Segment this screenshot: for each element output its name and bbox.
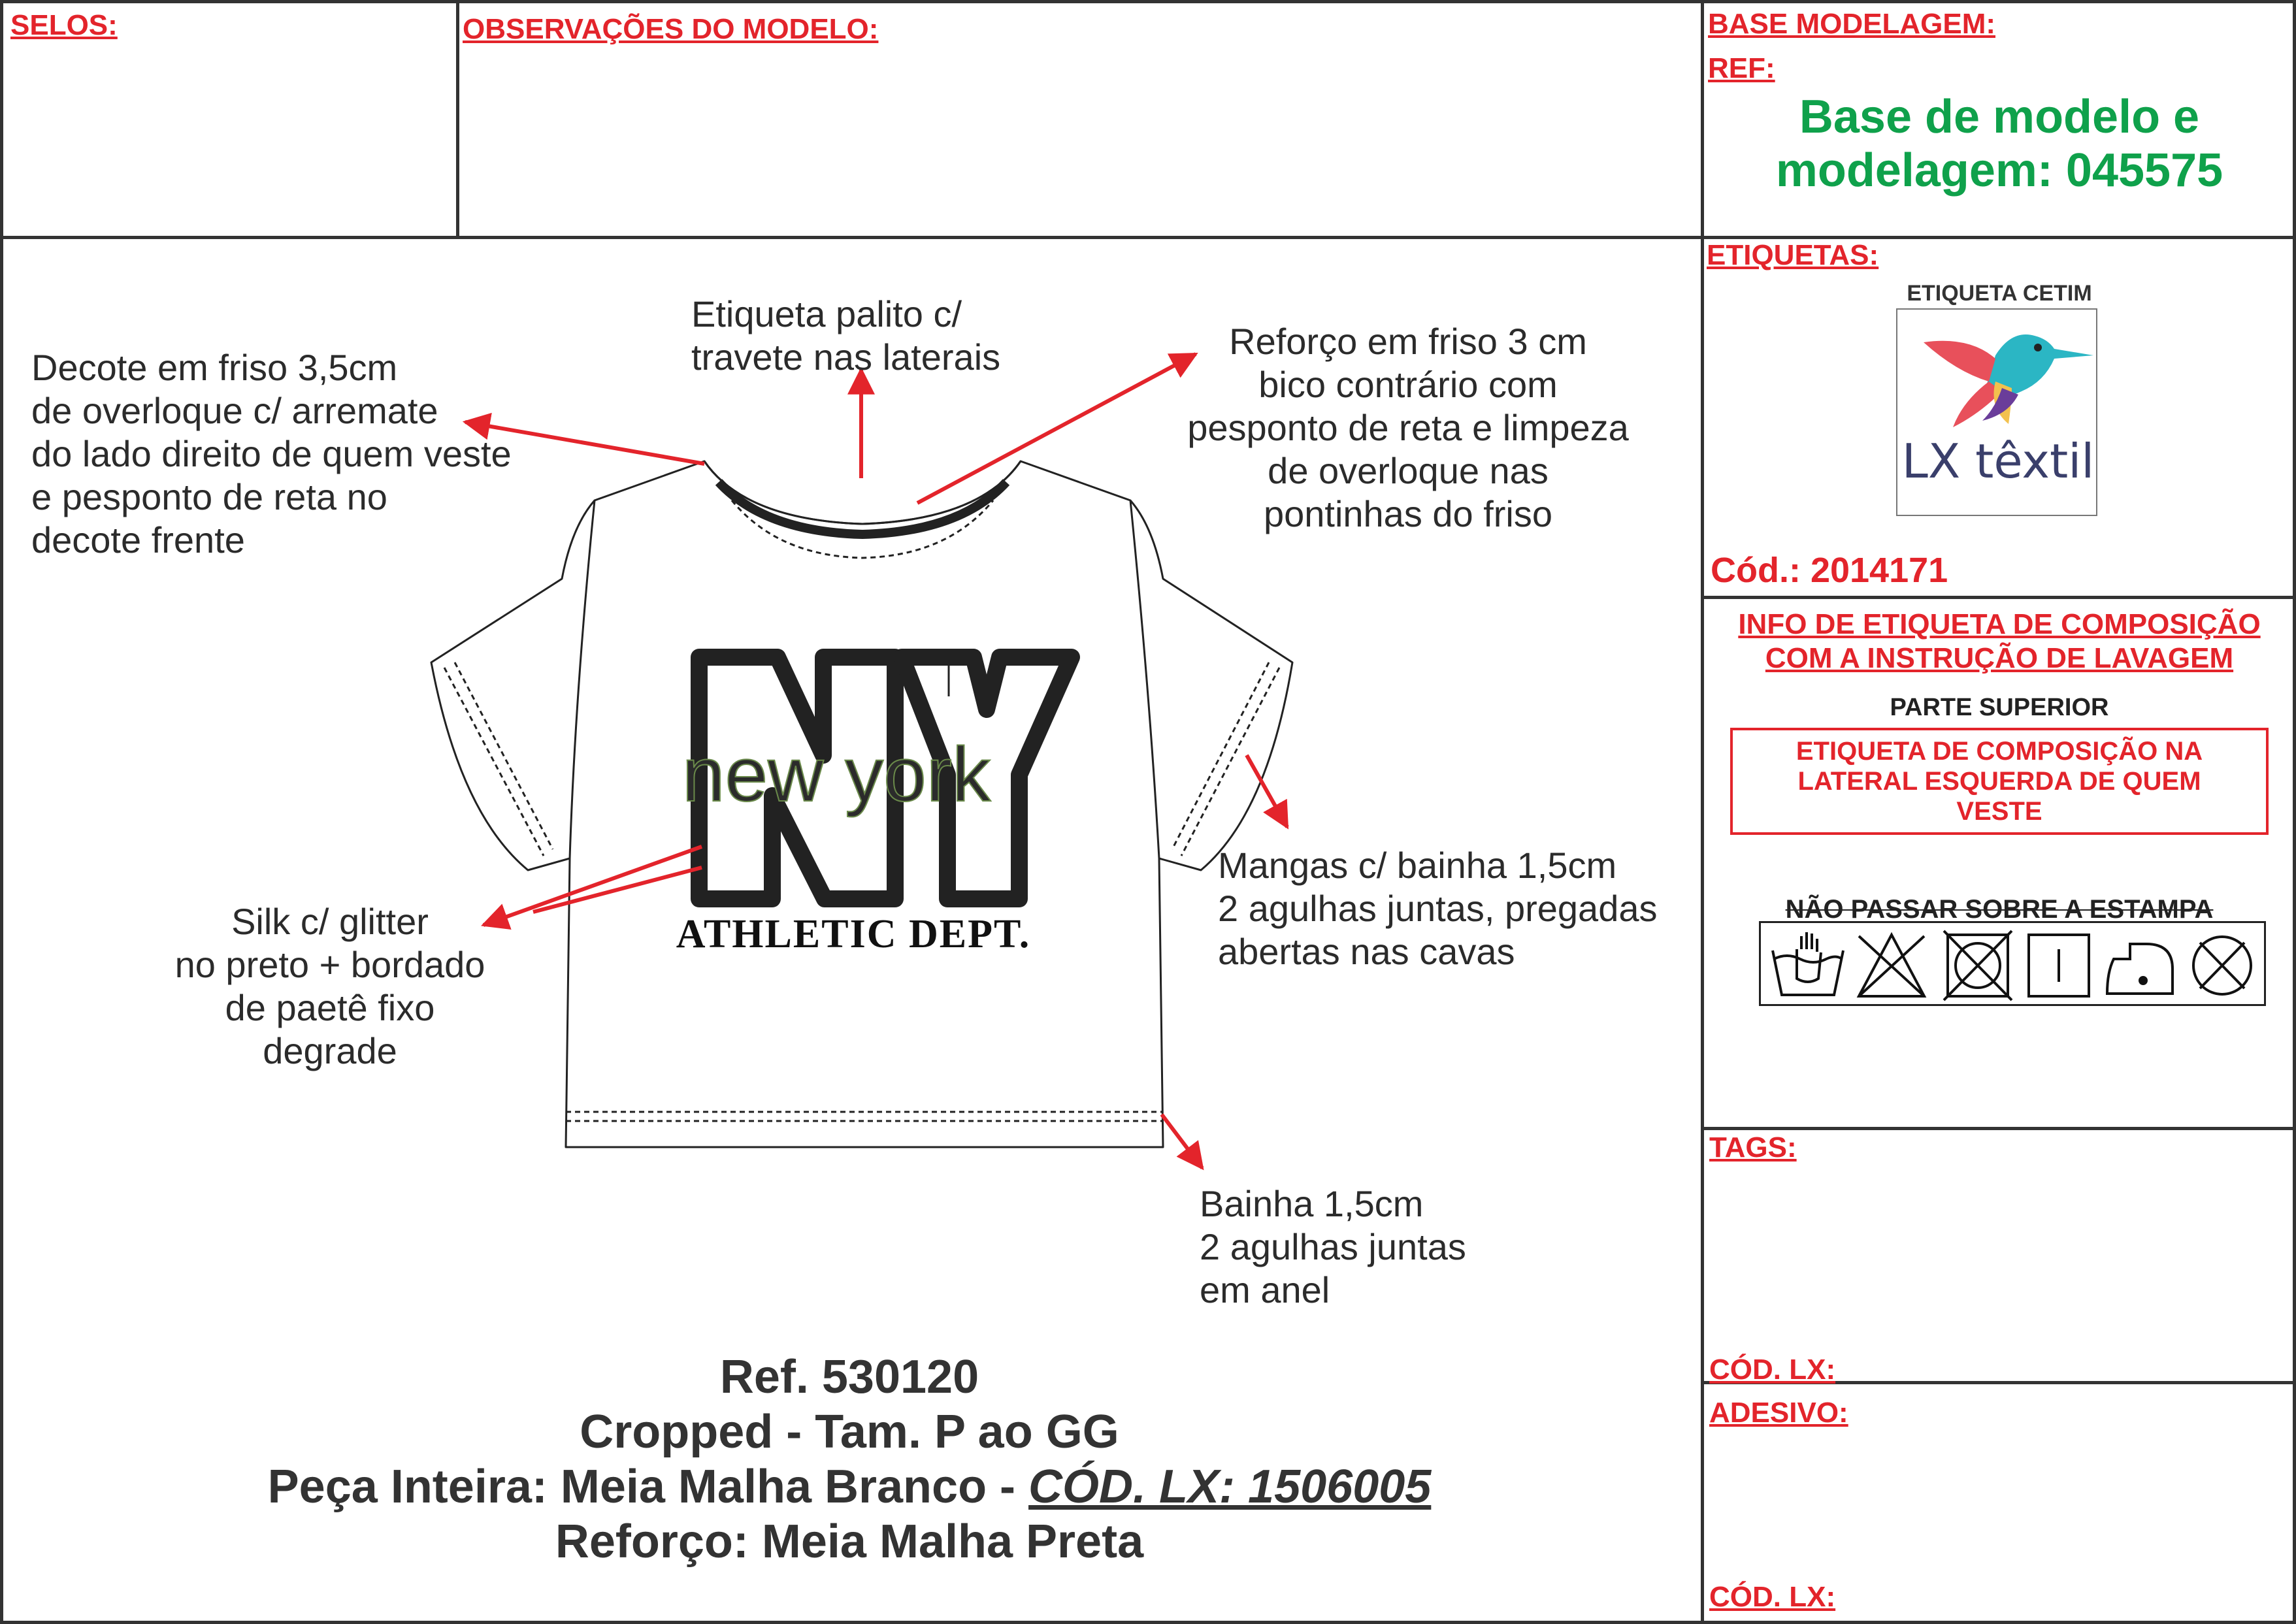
care-symbols-box: [1759, 921, 2266, 1006]
observacoes-label: OBSERVAÇÕES DO MODELO:: [463, 13, 879, 45]
selos-label: SELOS:: [10, 9, 118, 41]
composicao-position-box: [1730, 728, 2269, 835]
new-york-script: new york: [681, 732, 991, 818]
base-modelagem-label: BASE MODELAGEM:: [1708, 8, 1995, 40]
do-not-dry-clean-icon: [2193, 937, 2251, 994]
ref-label: REF:: [1708, 52, 1775, 84]
annotation-mangas: Mangas c/ bainha 1,5cm 2 agulhas juntas, pregadas abertas nas cavas: [1218, 845, 1658, 972]
annotation-bainha: Bainha 1,5cm 2 agulhas juntas em anel: [1200, 1183, 1466, 1310]
composicao-bottom-divider: [1701, 1127, 2296, 1130]
product-ref: Ref. 530120: [719, 1351, 979, 1403]
hand-wash-icon: [1773, 932, 1843, 995]
product-fabric-code: CÓD. LX: 1506005: [1028, 1461, 1432, 1513]
etiquetas-label: ETIQUETAS:: [1707, 239, 1879, 271]
product-model: Cropped - Tam. P ao GG: [580, 1406, 1119, 1458]
tags-cod-label: CÓD. LX:: [1709, 1354, 1836, 1386]
etiqueta-code: Cód.: 2014171: [1711, 551, 1948, 590]
adesivo-label: ADESIVO:: [1709, 1397, 1848, 1429]
annotation-decote: Decote em friso 3,5cm de overloque c/ arremate do lado direito de quem veste e pesponto de reta no decote frente: [31, 347, 512, 560]
composicao-position-text: ETIQUETA DE COMPOSIÇÃO NA LATERAL ESQUERDA DE QUEM VESTE: [1796, 737, 2203, 826]
athletic-dept: ATHLETIC DEPT.: [676, 912, 1031, 956]
annotation-silk: Silk c/ glitter no preto + bordado de paetê fixo degrade: [174, 901, 485, 1071]
tags-label: TAGS:: [1709, 1131, 1797, 1163]
base-value-line1: Base de modelo e: [1799, 91, 2200, 143]
composicao-title-line1: INFO DE ETIQUETA DE COMPOSIÇÃO: [1738, 608, 2261, 640]
parte-superior: PARTE SUPERIOR: [1890, 694, 2109, 721]
do-not-bleach-icon: [1859, 935, 1924, 996]
base-modelo-value: [1705, 90, 2293, 197]
adesivo-cod-label: CÓD. LX:: [1709, 1581, 1836, 1613]
do-not-tumble-dry-icon: [1944, 931, 2012, 1000]
brand-label-box: [1896, 308, 2097, 516]
composicao-title: [1705, 608, 2293, 675]
annotation-reforco: Reforço em friso 3 cm bico contrário com pesponto de reta e limpeza de overloque nas pontinhas do friso: [1187, 321, 1629, 534]
product-reforco: Reforço: Meia Malha Preta: [555, 1516, 1144, 1568]
brand-name: LX têxtil: [1901, 434, 2095, 489]
line-dry-icon: [2029, 935, 2089, 996]
iron-low-icon: [2107, 944, 2173, 994]
product-fabric: [0, 1459, 1699, 1514]
product-fabric-prefix: Peça Inteira: Meia Malha Branco -: [267, 1461, 1029, 1513]
etiquetas-bottom-divider: [1701, 596, 2296, 599]
estampa-warning: NÃO PASSAR SOBRE A ESTAMPA: [1785, 895, 2214, 924]
selos-divider: [456, 0, 459, 239]
annotation-etiqueta-palito: Etiqueta palito c/ travete nas laterais: [691, 293, 1001, 378]
composicao-title-line2: COM A INSTRUÇÃO DE LAVAGEM: [1765, 642, 2234, 674]
product-description: [0, 1350, 1699, 1569]
base-value-line2: modelagem: 045575: [1775, 144, 2223, 197]
hummingbird-logo-icon: [1897, 310, 2099, 440]
bainha-arrow: [1162, 1114, 1202, 1168]
etiqueta-type: ETIQUETA CETIM: [1907, 281, 2092, 306]
